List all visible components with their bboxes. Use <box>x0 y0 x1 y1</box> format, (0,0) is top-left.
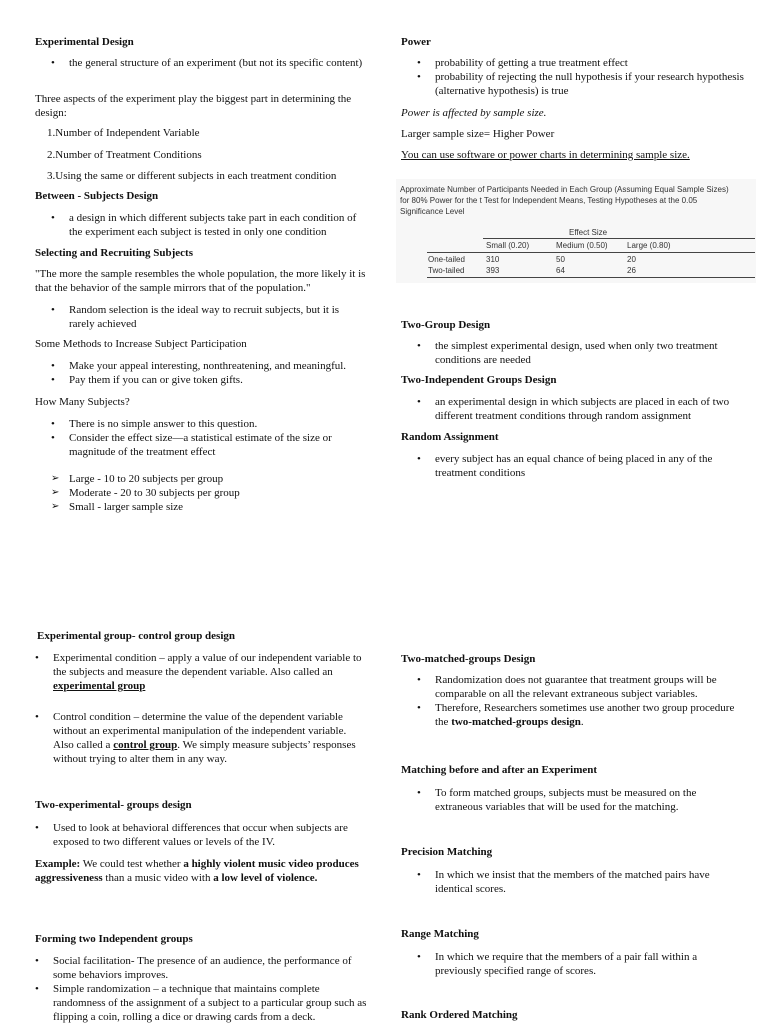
heading-experimental-control: Experimental group- control group design <box>37 630 236 642</box>
heading-between-subjects: Between - Subjects Design <box>35 190 159 202</box>
list-item: • Pay them if you can or give token gifts. <box>51 374 243 386</box>
list-item: • probability of rejecting the null hypothesis if your research hypothesis (alternative hypothesis) is true <box>417 71 744 97</box>
table-rule <box>427 252 755 253</box>
list-item: • the simplest experimental design, used when only two treatment conditions are needed <box>417 340 718 366</box>
arrow-list <box>35 472 365 514</box>
bullet-list <box>19 710 369 766</box>
bullet-list <box>401 56 746 98</box>
list-item: • a design in which different subjects take part in each condition of the experiment each subject is tested in only one condition <box>51 212 357 238</box>
list-item: ➢ Large - 10 to 20 subjects per group <box>51 473 224 485</box>
list-item: • To form matched groups, subjects must be measured on the extraneous variables that will be used for the matching. <box>417 787 697 813</box>
heading-matching: Matching before and after an Experiment <box>401 764 598 776</box>
table-caption: Approximate Number of Participants Needed in Each Group (Assuming Equal Sample Sizes) for 80% Power for the t Test for Independent Means, Testing Hypotheses at the 0.05 Significance Level <box>400 185 729 216</box>
table-col-header: Small (0.20) <box>486 241 530 250</box>
heading-precision-matching: Precision Matching <box>401 846 493 858</box>
bullet-list <box>401 452 746 480</box>
table-cell: 393 <box>486 266 500 275</box>
list-item: • probability of getting a true treatment effect <box>417 57 628 69</box>
table-row-label: Two-tailed <box>428 266 465 275</box>
list-item: • Control condition – determine the value of the dependent variable without an experimental manipulation of the independent variable. Also called a control group. We simply measure subjects’ responses without trying to alter them in any way. <box>35 711 356 765</box>
bullet-list <box>401 673 746 729</box>
list-item: • In which we require that the members of a pair fall within a previously specified range of scores. <box>417 951 698 977</box>
table-group-header: Effect Size <box>569 228 608 237</box>
bullet-list <box>401 339 746 367</box>
heading-two-experimental: Two-experimental- groups design <box>35 799 192 811</box>
paragraph: You can use software or power charts in determining sample size. <box>401 149 690 161</box>
list-item: • In which we insist that the members of the matched pairs have identical scores. <box>417 869 710 895</box>
table-rule <box>427 277 755 278</box>
table-cell: 64 <box>556 266 565 275</box>
table-col-header: Medium (0.50) <box>556 241 608 250</box>
bullet-list <box>19 651 369 693</box>
table-cell: 26 <box>627 266 636 275</box>
heading-two-independent: Two-Independent Groups Design <box>401 374 557 386</box>
bullet-list <box>35 417 365 459</box>
heading-forming-groups: Forming two Independent groups <box>35 933 193 945</box>
quote: "The more the sample resembles the whole population, the more likely it is that the behavior of the sample mirrors that of the population." <box>35 268 366 294</box>
bullet-list <box>35 211 365 239</box>
list-item: • Experimental condition – apply a value of our independent variable to the subjects and measure the dependent variable. Also called an experimental group <box>35 652 362 692</box>
list-item: • every subject has an equal chance of being placed in any of the treatment conditions <box>417 453 713 479</box>
heading-two-matched: Two-matched-groups Design <box>401 653 536 665</box>
heading-experimental-design: Experimental Design <box>35 36 134 48</box>
subheading-methods: Some Methods to Increase Subject Participation <box>35 338 247 350</box>
subheading-how-many: How Many Subjects? <box>35 396 130 408</box>
numbered-item: 1.Number of Independent Variable <box>47 127 200 139</box>
bullet-list <box>401 786 746 814</box>
paragraph: Three aspects of the experiment play the biggest part in determining the design: <box>35 93 352 119</box>
heading-selecting-subjects: Selecting and Recruiting Subjects <box>35 247 193 259</box>
bullet-list <box>35 303 365 331</box>
heading-two-group: Two-Group Design <box>401 319 491 331</box>
bullet-list <box>35 56 365 70</box>
heading-random-assignment: Random Assignment <box>401 431 499 443</box>
table-cell: 50 <box>556 255 565 264</box>
bullet-list <box>35 359 365 387</box>
table-cell: 310 <box>486 255 500 264</box>
list-item: • Make your appeal interesting, nonthreatening, and meaningful. <box>51 360 347 372</box>
list-item: • Social facilitation- The presence of an audience, the performance of some behaviors improves. <box>35 955 352 981</box>
paragraph: Larger sample size= Higher Power <box>401 128 555 140</box>
bullet-list <box>19 821 369 849</box>
heading-power: Power <box>401 36 431 48</box>
heading-range-matching: Range Matching <box>401 928 479 940</box>
list-item: ➢ Small - larger sample size <box>51 501 184 513</box>
list-item: • Random selection is the ideal way to recruit subjects, but it is rarely achieved <box>51 304 340 330</box>
bullet-list <box>19 954 369 1024</box>
example-paragraph: Example: We could test whether a highly violent music video produces aggressiveness than a music video with a low level of violence. <box>35 858 359 884</box>
numbered-item: 2.Number of Treatment Conditions <box>47 149 202 161</box>
italic-note: Power is affected by sample size. <box>401 107 547 119</box>
heading-rank-ordered: Rank Ordered Matching <box>401 1009 518 1021</box>
list-item: • Randomization does not guarantee that treatment groups will be comparable on all the relevant extraneous subject variables. <box>417 674 717 700</box>
table-cell: 20 <box>627 255 636 264</box>
list-item: ➢ Moderate - 20 to 30 subjects per group <box>51 487 240 499</box>
numbered-item: 3.Using the same or different subjects in each treatment condition <box>47 170 337 182</box>
list-item: • Therefore, Researchers sometimes use another two group procedure the two-matched-groups design. <box>417 702 735 728</box>
table-col-header: Large (0.80) <box>627 241 671 250</box>
table-row-label: One-tailed <box>428 255 465 264</box>
table-rule <box>483 238 755 239</box>
list-item: • an experimental design in which subjects are placed in each of two different treatment conditions through random assignment <box>417 396 730 422</box>
bullet-list <box>401 395 746 423</box>
list-item: • Simple randomization – a technique that maintains complete randomness of the assignment of a subject to a particular group such as flipping a coin, rolling a dice or drawing cards from a deck. <box>35 983 367 1023</box>
list-item: • Used to look at behavioral differences that occur when subjects are exposed to two different values or levels of the IV. <box>35 822 348 848</box>
list-item: • There is no simple answer to this question. <box>51 418 258 430</box>
bullet-list <box>401 950 746 978</box>
bullet-list <box>401 868 746 896</box>
list-item: • Consider the effect size—a statistical estimate of the size or magnitude of the treatment effect <box>51 432 332 458</box>
list-item: • the general structure of an experiment (but not its specific content) <box>51 57 363 69</box>
